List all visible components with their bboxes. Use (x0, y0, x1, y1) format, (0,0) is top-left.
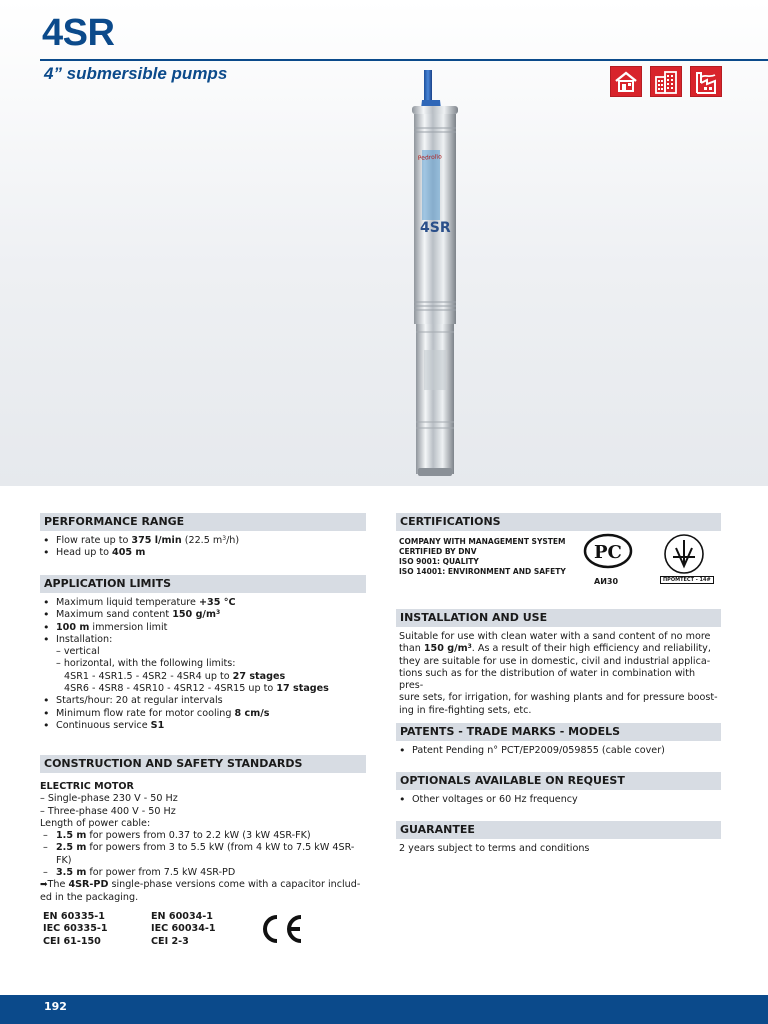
arrow-icon: ➡ (40, 880, 48, 891)
svg-text:PC: PC (594, 542, 622, 563)
list-item: • Continuous service S1 (40, 720, 366, 732)
list-item: • Head up to 405 m (40, 547, 366, 559)
text-line: sure sets, for irrigation, for washing plants and for pressure boost- (399, 692, 718, 704)
standard-code: EN 60335-1 (43, 911, 105, 922)
text-line: – Three-phase 400 V - 50 Hz (40, 805, 176, 817)
performance-heading: PERFORMANCE RANGE (40, 513, 366, 531)
list-item: • Maximum sand content 150 $g/m^3$ (40, 609, 366, 621)
text-line: than 150 $g/m^3$. As a result of their high efficiency and reliability, (399, 643, 711, 655)
text-line: ed in the packaging. (40, 891, 139, 903)
list-item: • Patent Pending n° PCT/EP2009/059855 (cable cover) (396, 745, 721, 757)
installation-heading: INSTALLATION AND USE (396, 609, 721, 627)
list-item: • Minimum flow rate for motor cooling 8 cm/s (40, 708, 366, 720)
standard-code: CEI 61-150 (43, 935, 101, 947)
page-number: 192 (44, 1000, 67, 1013)
application-limits-section (40, 575, 366, 732)
text-line: ISO 14001: ENVIRONMENT AND SAFETY (399, 567, 566, 576)
list-item: – 1.5 m for powers from 0.37 to 2.2 kW (3 kW 4SR-FK) (40, 830, 366, 842)
list-item: – 2.5 m for powers from 3 to 5.5 kW (from 4 kW to 7.5 kW 4SR-FK) (40, 842, 366, 867)
title-divider (40, 59, 768, 61)
text-line: – Single-phase 230 V - 50 Hz (40, 793, 178, 805)
list-item: – 3.5 m for power from 7.5 kW 4SR-PD (40, 867, 366, 879)
ua-code: ПРОМТЕСТ - 14# (660, 576, 714, 584)
ukraine-certification-icon (663, 533, 705, 575)
standard-code: IEC 60335-1 (43, 923, 108, 935)
construction-heading: CONSTRUCTION AND SAFETY STANDARDS (40, 755, 366, 773)
list-subitem: 4SR1 - 4SR1.5 - 4SR2 - 4SR4 up to 27 stages (64, 670, 286, 682)
text-line: ISO 9001: QUALITY (399, 557, 479, 566)
list-item: • Flow rate up to 375 l/min (22.5 $m^3/h$) (40, 535, 366, 547)
ce-mark-icon (257, 911, 305, 947)
text-line: they are suitable for use in domestic, civil and industrial applica- (399, 655, 711, 667)
text-line: Suitable for use with clean water with a sand content of no more (399, 631, 711, 642)
certifications-section (396, 513, 721, 531)
standard-code: CEI 2-3 (151, 935, 189, 947)
pct-certification-icon (582, 533, 634, 575)
list-subitem: – horizontal, with the following limits: (56, 658, 236, 670)
optionals-heading: OPTIONALS AVAILABLE ON REQUEST (396, 772, 721, 790)
guarantee-text: 2 years subject to terms and conditions (399, 843, 590, 854)
construction-section (40, 755, 366, 904)
pump-product-image (396, 70, 476, 480)
list-item: • 100 m immersion limit (40, 622, 366, 634)
certifications-heading: CERTIFICATIONS (396, 513, 721, 531)
text-line: ing in fire-fighting sets, etc. (399, 704, 532, 716)
list-subitem: 4SR6 - 4SR8 - 4SR10 - 4SR12 - 4SR15 up to 17 stages (64, 683, 329, 695)
page-subtitle: 4” submersible pumps (44, 64, 228, 83)
svg-text:Pedrollo: Pedrollo (417, 153, 443, 162)
pct-code: АИ30 (594, 577, 619, 586)
footer-bar (0, 995, 768, 1024)
standards-column-2 (151, 911, 251, 948)
standard-code: IEC 60034-1 (151, 923, 216, 935)
patents-section (396, 723, 721, 757)
text-line: COMPANY WITH MANAGEMENT SYSTEM (399, 537, 566, 546)
list-item: • Maximum liquid temperature +35 °C (40, 597, 366, 609)
standard-code: EN 60034-1 (151, 911, 213, 922)
svg-text:4SR: 4SR (420, 220, 451, 236)
standards-column-1 (43, 911, 143, 948)
factory-icon (690, 66, 722, 97)
list-subitem: – vertical (56, 646, 100, 658)
list-item: • Other voltages or 60 Hz frequency (396, 794, 721, 806)
list-item: • Installation: (40, 634, 366, 646)
guarantee-section (396, 821, 721, 855)
apartment-building-icon (650, 66, 682, 97)
application-limits-heading: APPLICATION LIMITS (40, 575, 366, 593)
text-line: tions such as for the distribution of water in combination with pres- (399, 667, 696, 692)
text-line: CERTIFIED BY DNV (399, 547, 477, 556)
performance-section (40, 513, 366, 560)
list-item: • Starts/hour: 20 at regular intervals (40, 695, 366, 707)
certification-text (399, 537, 579, 577)
text-line: Length of power cable: (40, 817, 151, 829)
patents-heading: PATENTS - TRADE MARKS - MODELS (396, 723, 721, 741)
house-icon (610, 66, 642, 97)
optionals-section (396, 772, 721, 806)
page-title: 4SR (42, 12, 115, 54)
installation-section (396, 609, 721, 717)
text-line: ➡The 4SR-PD single-phase versions come with a capacitor includ- (40, 879, 361, 891)
motor-heading: ELECTRIC MOTOR (40, 781, 134, 792)
guarantee-heading: GUARANTEE (396, 821, 721, 839)
